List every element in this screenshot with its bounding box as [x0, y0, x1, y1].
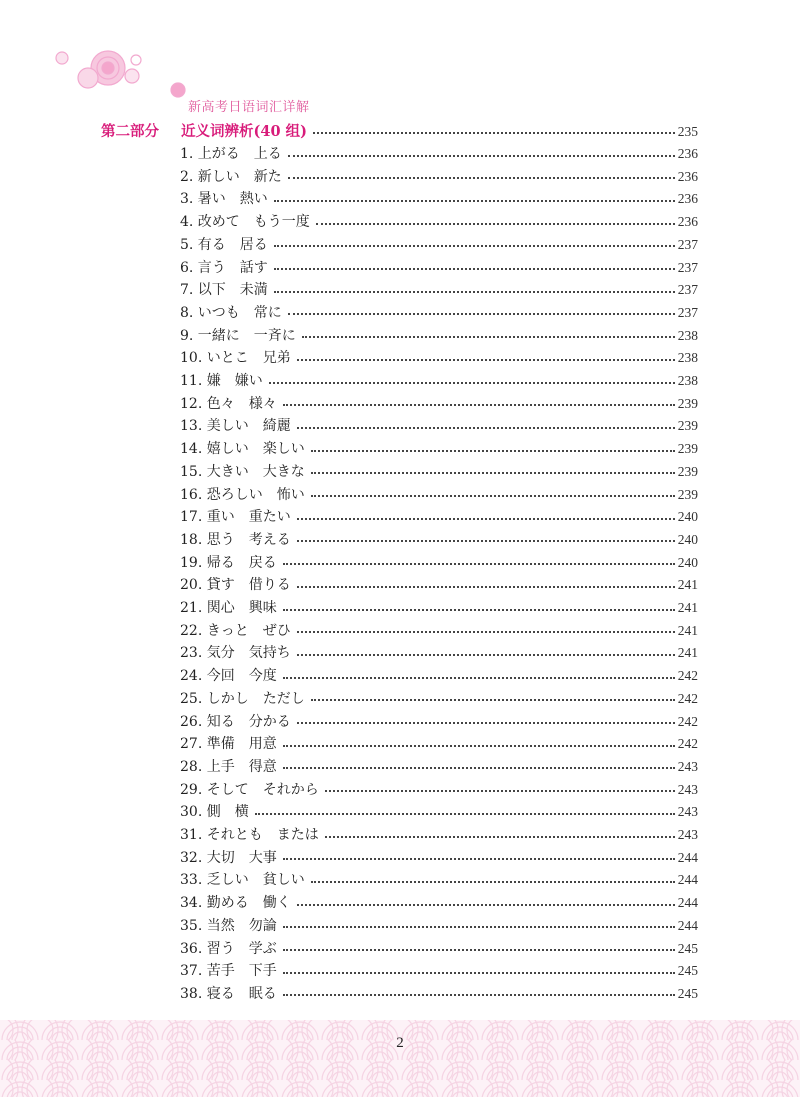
part-title: 近义词辨析(40 组) [181, 123, 307, 140]
page-ref: 235 [677, 124, 698, 139]
page-ref: 238 [677, 373, 698, 388]
entry-label: 36. 習う 学ぶ [180, 940, 277, 957]
toc-entry[interactable] [180, 574, 698, 594]
toc-entry[interactable] [180, 665, 698, 685]
toc-entry[interactable] [180, 370, 698, 390]
toc-entry[interactable] [180, 302, 698, 322]
page-ref: 245 [677, 940, 698, 956]
entry-label: 9. 一緒に 一斉に [180, 327, 296, 344]
leader-dots [283, 608, 675, 611]
entry-label: 8. いつも 常に [180, 304, 282, 321]
toc-entry[interactable] [180, 756, 698, 776]
leader-dots [311, 698, 675, 701]
page-ref: 243 [677, 804, 698, 820]
entry-label: 27. 準備 用意 [180, 736, 277, 753]
toc-entry[interactable] [180, 938, 698, 958]
page-ref: 242 [677, 690, 698, 706]
entry-label: 26. 知る 分かる [180, 713, 291, 730]
leader-dots [325, 835, 675, 838]
page-ref: 239 [677, 395, 698, 411]
leader-dots [283, 857, 675, 860]
entry-label: 31. それとも または [180, 827, 319, 843]
page-ref: 245 [677, 963, 698, 979]
toc-entry[interactable] [180, 552, 698, 572]
entry-label: 21. 関心 興味 [180, 600, 277, 616]
part-label: 第二部分 [101, 123, 159, 140]
leader-dots [325, 789, 675, 792]
toc-entry[interactable] [180, 279, 698, 299]
leader-dots [283, 925, 675, 928]
page-ref: 243 [677, 758, 698, 774]
leader-dots [297, 358, 675, 361]
leader-dots [288, 312, 675, 315]
toc-entry[interactable] [180, 620, 698, 640]
leader-dots [283, 744, 675, 747]
leader-dots [297, 721, 675, 724]
page-ref: 242 [677, 713, 698, 729]
toc-entry[interactable] [180, 143, 698, 163]
leader-dots [297, 517, 675, 520]
page-ref: 237 [677, 236, 698, 252]
toc-entry[interactable] [180, 325, 698, 345]
entry-label: 16. 恐ろしい 怖い [180, 486, 305, 503]
page-ref: 239 [677, 486, 698, 502]
entry-label: 37. 苦手 下手 [180, 963, 277, 980]
entry-label: 30. 側 横 [180, 804, 249, 821]
leader-dots [297, 585, 675, 588]
entry-label: 22. きっと ぜひ [180, 622, 291, 639]
toc-entry[interactable] [180, 166, 698, 186]
entry-label: 28. 上手 得意 [180, 758, 277, 775]
leader-dots [274, 199, 675, 202]
entry-label: 23. 気分 気持ち [180, 645, 291, 662]
page-ref: 236 [677, 191, 698, 207]
leader-dots [297, 630, 675, 633]
leader-dots [283, 993, 675, 996]
leader-dots [283, 948, 675, 951]
page-ref: 243 [677, 781, 698, 797]
page-ref: 236 [677, 146, 698, 161]
toc-entry[interactable] [180, 983, 698, 1003]
page-ref: 241 [677, 645, 698, 661]
page-ref: 236 [677, 168, 698, 184]
leader-dots [313, 131, 675, 134]
page-ref: 237 [677, 282, 698, 298]
page-ref: 236 [677, 214, 698, 230]
page-ref: 244 [677, 849, 698, 865]
entry-label: 2. 新しい 新た [180, 168, 282, 185]
page-ref: 240 [677, 509, 698, 525]
entry-label: 29. そして それから [180, 781, 319, 798]
entry-label: 14. 嬉しい 楽しい [180, 441, 305, 458]
leader-dots [274, 244, 675, 247]
toc-entry[interactable] [180, 257, 698, 277]
entry-label: 15. 大きい 大きな [180, 463, 305, 480]
entry-label: 12. 色々 様々 [180, 395, 277, 412]
leader-dots [297, 426, 675, 429]
toc-entry[interactable] [180, 869, 698, 889]
leader-dots [269, 381, 675, 384]
entry-label: 5. 有る 居る [180, 236, 268, 253]
toc-entry[interactable] [180, 892, 698, 912]
entry-label: 1. 上がる 上る [180, 146, 282, 162]
leader-dots [311, 471, 675, 474]
leader-dots [255, 812, 675, 815]
page-ref: 244 [677, 917, 698, 933]
toc-entry[interactable] [180, 529, 698, 549]
entry-label: 34. 勤める 働く [180, 895, 291, 912]
leader-dots [311, 494, 675, 497]
leader-dots [283, 403, 675, 406]
leader-dots [283, 766, 675, 769]
toc-entry[interactable] [180, 779, 698, 799]
toc-entry[interactable] [180, 847, 698, 867]
entry-label: 10. いとこ 兄弟 [180, 350, 291, 367]
entry-label: 25. しかし ただし [180, 690, 305, 707]
toc-entry[interactable] [180, 393, 698, 413]
entry-label: 33. 乏しい 貧しい [180, 872, 305, 889]
leader-dots [274, 267, 675, 270]
page-ref: 242 [677, 668, 698, 684]
page-ref: 237 [677, 259, 698, 275]
toc-entry[interactable] [180, 461, 698, 481]
toc-entry[interactable] [180, 801, 698, 821]
part-heading[interactable] [101, 120, 698, 140]
leader-dots [288, 154, 675, 157]
page-ref: 238 [677, 350, 698, 366]
wave-pattern [0, 1020, 800, 1097]
entry-label: 18. 思う 考える [180, 531, 291, 548]
leader-dots [297, 653, 675, 656]
entry-label: 19. 帰る 戻る [180, 554, 277, 571]
toc-entry[interactable] [180, 484, 698, 504]
page-ref: 244 [677, 872, 698, 888]
toc-entry[interactable] [180, 234, 698, 254]
leader-dots [297, 903, 675, 906]
toc-entry[interactable] [180, 960, 698, 980]
toc-entry[interactable] [180, 188, 698, 208]
toc-entry[interactable] [180, 347, 698, 367]
page-ref: 240 [677, 531, 698, 547]
leader-dots [283, 971, 675, 974]
page-number: 2 [396, 1035, 404, 1051]
page-ref: 239 [677, 441, 698, 457]
toc-entry[interactable] [180, 438, 698, 458]
page-ref: 237 [677, 304, 698, 320]
entry-label: 35. 当然 勿論 [180, 917, 277, 934]
page-ref: 244 [677, 895, 698, 911]
leader-dots [302, 335, 675, 338]
book-title: 新高考日语词汇详解 [188, 100, 310, 115]
page-ref: 242 [677, 736, 698, 752]
page-ref: 239 [677, 463, 698, 479]
entry-label: 6. 言う 話す [180, 259, 268, 276]
page-ref: 238 [677, 327, 698, 343]
leader-dots [311, 449, 675, 452]
leader-dots [297, 539, 675, 542]
toc-entry[interactable] [180, 711, 698, 731]
entry-label: 17. 重い 重たい [180, 509, 291, 526]
leader-dots [311, 880, 675, 883]
page-ref: 240 [677, 554, 698, 570]
toc-entry[interactable] [180, 597, 698, 617]
entry-label: 24. 今回 今度 [180, 668, 277, 685]
page-ref: 245 [677, 985, 698, 1001]
leader-dots [316, 222, 675, 225]
toc-entry[interactable] [180, 688, 698, 708]
leader-dots [288, 176, 675, 179]
entry-label: 3. 暑い 熱い [180, 191, 268, 208]
leader-dots [274, 290, 675, 293]
toc-entry[interactable] [180, 915, 698, 935]
page-ref: 241 [677, 577, 698, 593]
toc-entry[interactable] [180, 824, 698, 844]
entry-label: 38. 寝る 眠る [180, 985, 277, 1002]
header-decoration [48, 44, 348, 115]
entry-label: 4. 改めて もう一度 [180, 214, 310, 231]
leader-dots [283, 676, 675, 679]
page-ref: 239 [677, 418, 698, 434]
page-ref: 243 [677, 827, 698, 842]
toc-entry[interactable] [180, 733, 698, 753]
entry-label: 32. 大切 大事 [180, 849, 277, 866]
toc-entry[interactable] [180, 642, 698, 662]
entry-label: 7. 以下 未満 [180, 282, 268, 299]
page-ref: 241 [677, 600, 698, 615]
page-ref: 241 [677, 622, 698, 638]
toc-entry[interactable] [180, 506, 698, 526]
entry-label: 20. 貸す 借りる [180, 577, 291, 594]
toc-entry[interactable] [180, 415, 698, 435]
toc-entry[interactable] [180, 211, 698, 231]
entry-label: 11. 嫌 嫌い [180, 373, 263, 389]
leader-dots [283, 562, 675, 565]
entry-label: 13. 美しい 綺麗 [180, 418, 291, 435]
